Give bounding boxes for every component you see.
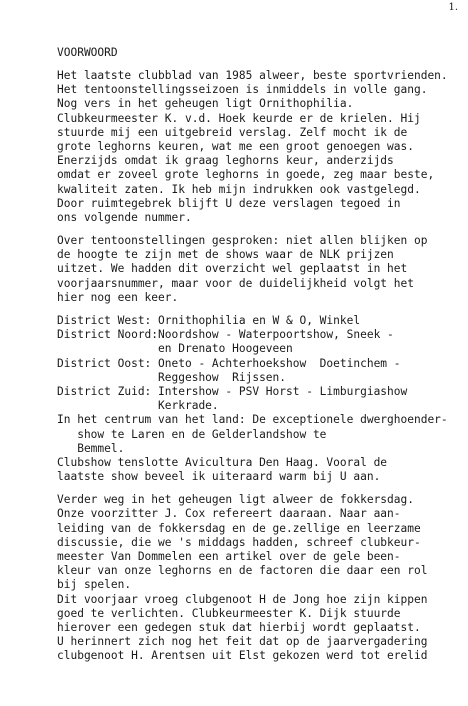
text-line: de hoogte te zijn met de shows waar de NLK prijzen [57, 248, 394, 262]
text-line: kwaliteit zaten. Ik heb mijn indrukken ook vastgelegd. [57, 182, 421, 196]
text-line: omdat er zoveel grote leghorns in goede, zeg maar beste, [57, 168, 435, 182]
text-line: hier nog een keer. [57, 290, 179, 304]
document-body [57, 46, 462, 673]
text-line: bij spelen. [57, 578, 132, 592]
paragraph [57, 69, 462, 225]
text-line: Bemmel. [57, 441, 125, 455]
text-line: Kerkrade. [57, 399, 219, 413]
text-line: Het laatste clubblad van 1985 alweer, beste sportvrienden. [57, 69, 448, 82]
text-line: en Drenato Hoogeveen [57, 342, 293, 356]
text-line: U herinnert zich nog het feit dat op de jaarvergadering [57, 635, 428, 649]
text-line: uitzet. We hadden dit overzicht wel geplaatst in het [57, 262, 408, 276]
text-line: meester Van Dommelen een artikel over de gele been- [57, 550, 401, 563]
paragraph [57, 493, 462, 663]
text-line: Clubshow tenslotte Avicultura Den Haag. Vooral de [57, 455, 388, 469]
text-line: kleur van onze leghorns en de factoren die daar een rol [57, 564, 428, 578]
text-line: Reggeshow Rijssen. [57, 370, 287, 384]
text-line: Over tentoonstellingen gesproken: niet allen blijken op [57, 234, 428, 248]
text-line: clubgenoot H. Arentsen uit Elst gekozen werd tot erelid [57, 649, 428, 663]
text-line: Verder weg in het geheugen ligt alweer de fokkersdag. [57, 493, 414, 507]
text-line: leiding van de fokkersdag en de ge.zellige en leerzame [57, 521, 421, 535]
text-line: discussie, die we 's middags hadden, schreef clubkeur- [57, 535, 421, 549]
text-line: Nog vers in het geheugen ligt Ornithophilia. [57, 97, 354, 111]
text-line: voorjaarsnummer, maar voor de duidelijkheid volgt het [57, 276, 414, 290]
text-line: ons volgende nummer. [57, 210, 192, 224]
text-line: Enerzijds omdat ik graag leghorns keur, anderzijds [57, 154, 394, 168]
text-line: Onze voorzitter J. Cox refereert daaraan. Naar aan- [57, 507, 401, 521]
text-line: Het tentoonstellingsseizoen is inmiddels in volle gang. [57, 83, 428, 97]
text-line: hierover een gedegen stuk dat hierbij wordt geplaatst. [57, 620, 421, 634]
paragraphs [57, 69, 462, 664]
text-line: stuurde mij een uitgebreid verslag. Zelf mocht ik de [57, 125, 408, 139]
text-line: District Noord:Noordshow - Waterpoortshow, Sneek - [57, 328, 394, 342]
text-line: goed te verlichten. Clubkeurmeester K. Dijk stuurde [57, 606, 401, 620]
text-line: Door ruimtegebrek blijft U deze verslagen tegoed in [57, 196, 401, 210]
text-line: show te Laren en de Gelderlandshow te [57, 427, 327, 441]
text-line: Dit voorjaar vroeg clubgenoot H de Jong hoe zijn kippen [57, 592, 428, 606]
text-line: grote leghorns keuren, wat me een groot genoegen was. [57, 139, 414, 153]
text-line: In het centrum van het land: De exceptionele dwerghoender- [57, 413, 448, 427]
text-line: Clubkeurmeester K. v.d. Hoek keurde er de krielen. Hij [57, 111, 421, 125]
paragraph [57, 314, 462, 484]
text-line: District West: Ornithophilia en W & O, Winkel [57, 314, 361, 327]
text-line: District Zuid: Intershow - PSV Horst - Limburgiashow [57, 384, 408, 398]
paragraph [57, 234, 462, 305]
document-heading: VOORWOORD [57, 46, 118, 59]
text-line: laatste show beveel ik uiteraard warm bij U aan. [57, 470, 381, 484]
page-number: 1. [448, 2, 458, 13]
text-line: District Oost: Oneto - Achterhoekshow Doetinchem - [57, 356, 401, 370]
